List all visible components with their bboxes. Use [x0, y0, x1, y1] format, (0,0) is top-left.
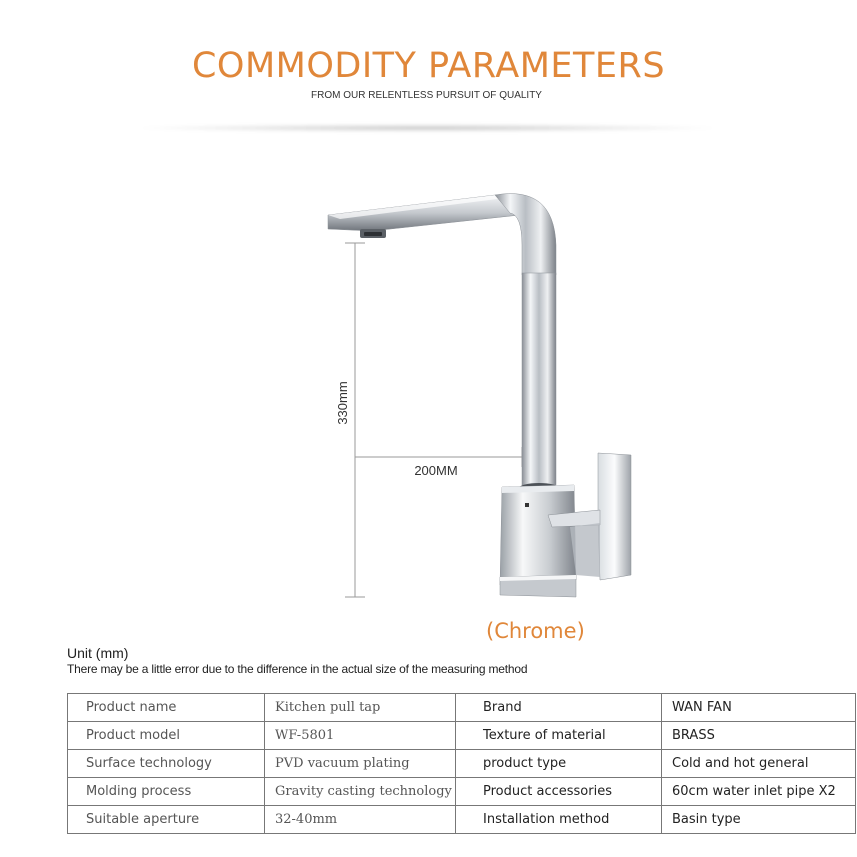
param-label: Molding process	[68, 778, 265, 806]
param-value: WF-5801	[265, 722, 456, 750]
param-label: Installation method	[456, 806, 662, 834]
param-value: Cold and hot general	[662, 750, 856, 778]
param-label: Brand	[456, 694, 662, 722]
param-label: Product name	[68, 694, 265, 722]
param-value: Basin type	[662, 806, 856, 834]
param-value: BRASS	[662, 722, 856, 750]
param-value: 32-40mm	[265, 806, 456, 834]
param-value: WAN FAN	[662, 694, 856, 722]
table-row	[68, 778, 856, 806]
page-subtitle: FROM OUR RELENTLESS PURSUIT OF QUALITY	[311, 90, 542, 101]
param-value: Gravity casting technology	[265, 778, 456, 806]
table-row	[68, 806, 856, 834]
table-row	[68, 722, 856, 750]
divider-shadow	[140, 124, 715, 132]
param-value: Kitchen pull tap	[265, 694, 456, 722]
parameters-table	[67, 693, 856, 834]
faucet-image	[328, 194, 631, 597]
color-variant-label: (Chrome)	[486, 619, 585, 643]
param-label: Product model	[68, 722, 265, 750]
page-title: COMMODITY PARAMETERS	[191, 46, 666, 86]
height-label: 330mm	[335, 381, 350, 425]
param-label: product type	[456, 750, 662, 778]
param-label: Texture of material	[456, 722, 662, 750]
unit-note: Unit (mm)	[67, 645, 129, 661]
table-row	[68, 694, 856, 722]
measurement-disclaimer: There may be a little error due to the difference in the actual size of the measuring method	[67, 662, 528, 676]
param-label: Surface technology	[68, 750, 265, 778]
param-value: PVD vacuum plating	[265, 750, 456, 778]
faucet-dimension-drawing	[320, 185, 640, 605]
param-label: Product accessories	[456, 778, 662, 806]
param-label: Suitable aperture	[68, 806, 265, 834]
table-row	[68, 750, 856, 778]
reach-label: 200MM	[414, 463, 458, 478]
param-value: 60cm water inlet pipe X2	[662, 778, 856, 806]
